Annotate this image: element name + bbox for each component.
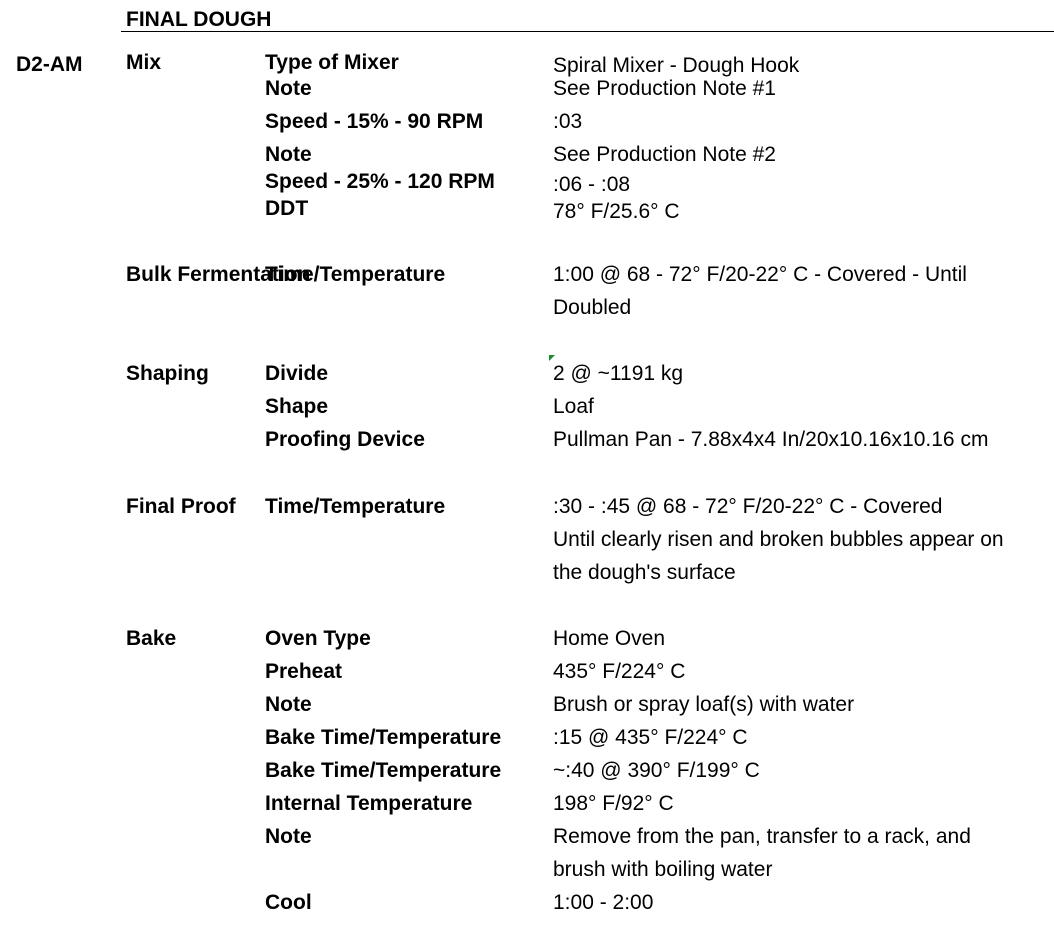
bake-value-internal-temp: 198° F/92° C: [553, 792, 674, 815]
final-proof-value-line-3: the dough's surface: [553, 561, 736, 584]
bake-value-cool: 1:00 - 2:00: [553, 891, 654, 914]
bake-value-preheat: 435° F/224° C: [553, 660, 686, 683]
section-title: FINAL DOUGH: [126, 8, 272, 31]
bake-value-note-2-cont: brush with boiling water: [553, 858, 773, 881]
bake-param-oven-type: Oven Type: [265, 627, 371, 650]
final-proof-param-time-temp: Time/Temperature: [265, 495, 446, 518]
shaping-value-shape: Loaf: [553, 395, 594, 418]
shaping-param-shape: Shape: [265, 395, 329, 418]
bake-value-time-temp-2: ~:40 @ 390° F/199° C: [553, 759, 760, 782]
mix-value-note-2: See Production Note #2: [553, 143, 776, 166]
mix-param-speed-1: Speed - 15% - 90 RPM: [265, 110, 484, 133]
shaping-param-proofing-device: Proofing Device: [265, 428, 425, 451]
bulk-value-time-temp-cont: Doubled: [553, 296, 632, 319]
bake-param-cool: Cool: [265, 891, 312, 914]
bake-param-note-2: Note: [265, 825, 312, 848]
step-final-proof: Final Proof: [126, 495, 236, 518]
bulk-value-time-temp: 1:00 @ 68 - 72° F/20-22° C - Covered - Until: [553, 263, 967, 286]
step-mix: Mix: [126, 51, 162, 74]
step-bulk-fermentation: Bulk Fermentation: [126, 263, 311, 286]
day-label: D2-AM: [16, 53, 83, 76]
mix-value-mixer-type: Spiral Mixer - Dough Hook: [553, 54, 800, 77]
mix-value-speed-1: :03: [553, 110, 583, 133]
mix-param-speed-2: Speed - 25% - 120 RPM: [265, 170, 495, 193]
shaping-value-divide: 2 @ ~1191 kg: [553, 362, 684, 385]
final-proof-value-time-temp: :30 - :45 @ 68 - 72° F/20-22° C - Covered: [553, 495, 943, 518]
mix-value-note-1: See Production Note #1: [553, 77, 776, 100]
title-divider: [121, 31, 1054, 32]
step-shaping: Shaping: [126, 362, 209, 385]
bake-value-time-temp-1: :15 @ 435° F/224° C: [553, 726, 748, 749]
bake-value-oven-type: Home Oven: [553, 627, 666, 650]
bake-param-time-temp-2: Bake Time/Temperature: [265, 759, 502, 782]
step-bake: Bake: [126, 627, 177, 650]
mix-param-note-1: Note: [265, 77, 312, 100]
mix-param-mixer-type: Type of Mixer: [265, 51, 399, 74]
bake-param-internal-temp: Internal Temperature: [265, 792, 473, 815]
bake-param-note-1: Note: [265, 693, 312, 716]
mix-param-note-2: Note: [265, 143, 312, 166]
bake-value-note-2: Remove from the pan, transfer to a rack, and: [553, 825, 971, 848]
shaping-value-proofing-device: Pullman Pan - 7.88x4x4 In/20x10.16x10.16 cm: [553, 428, 989, 451]
final-proof-value-line-2: Until clearly risen and broken bubbles appear on: [553, 528, 1004, 551]
mix-value-speed-2: :06 - :08: [553, 173, 631, 196]
shaping-param-divide: Divide: [265, 362, 329, 385]
bulk-param-time-temp: Time/Temperature: [265, 263, 446, 286]
mix-value-ddt: 78° F/25.6° C: [553, 200, 680, 223]
bake-value-note-1: Brush or spray loaf(s) with water: [553, 693, 855, 716]
bake-param-time-temp-1: Bake Time/Temperature: [265, 726, 502, 749]
bake-param-preheat: Preheat: [265, 660, 343, 683]
mix-param-ddt: DDT: [265, 197, 309, 220]
